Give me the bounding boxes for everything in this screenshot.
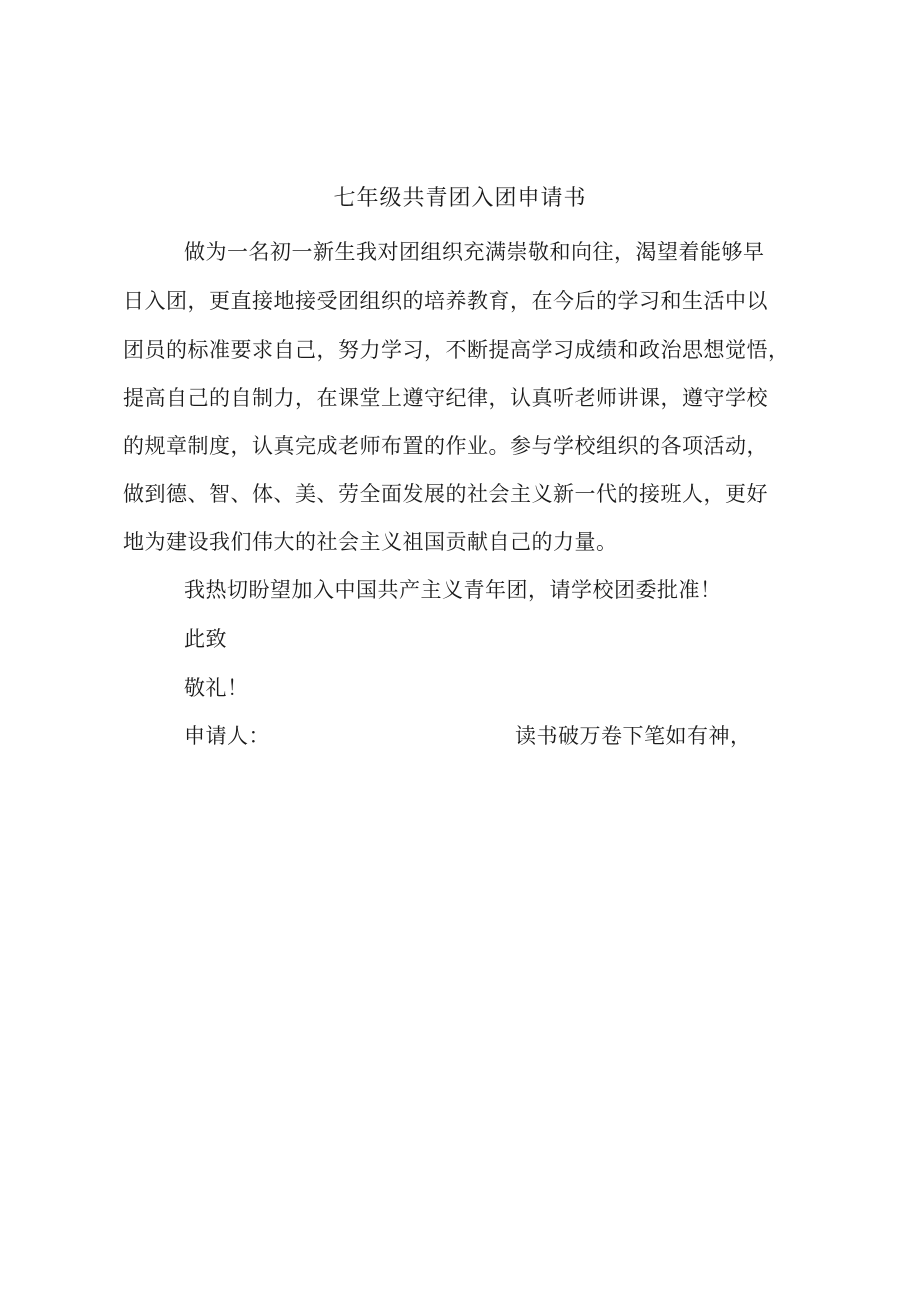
closing-jingli: 敬礼！ (184, 676, 249, 700)
paragraph-line: 地为建设我们伟大的社会主义祖国贡献自己的力量。 (123, 530, 618, 554)
paragraph-line: 的规章制度，认真完成老师布置的作业。参与学校组织的各项活动， (123, 434, 768, 458)
motto-line: 读书破万卷下笔如有神， (515, 724, 752, 748)
applicant-label: 申请人： (184, 724, 270, 748)
paragraph-line: 做到德、智、体、美、劳全面发展的社会主义新一代的接班人，更好 (123, 482, 768, 506)
paragraph-line: 做为一名初一新生我对团组织充满崇敬和向往，渴望着能够早 (184, 240, 765, 264)
closing-cizhi: 此致 (184, 627, 227, 651)
document-title: 七年级共青团入团申请书 (333, 186, 587, 211)
paragraph-line: 团员的标准要求自己，努力学习，不断提高学习成绩和政治思想觉悟， (123, 338, 790, 362)
wish-line: 我热切盼望加入中国共产主义青年团，请学校团委批准！ (184, 578, 722, 602)
paragraph-line: 日入团，更直接地接受团组织的培养教育，在今后的学习和生活中以 (123, 289, 768, 313)
paragraph-line: 提高自己的自制力，在课堂上遵守纪律，认真听老师讲课，遵守学校 (123, 386, 768, 410)
